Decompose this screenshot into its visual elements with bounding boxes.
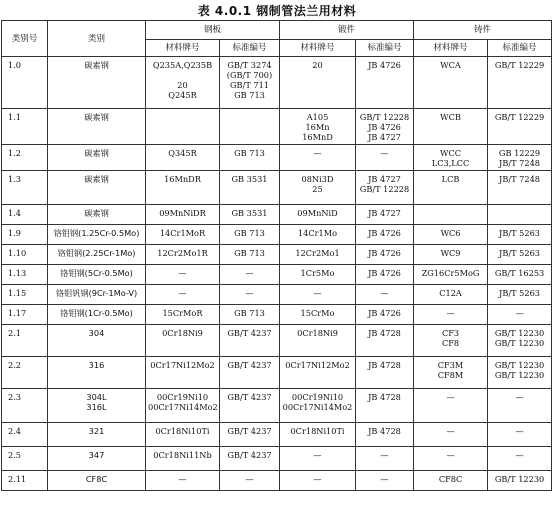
plate-grade-cell-line: 14Cr1MoR: [159, 228, 206, 238]
forge-std-cell: [356, 389, 414, 423]
class-name-cell: 304: [48, 325, 146, 357]
forge-grade-cell: [280, 305, 356, 325]
class-name-cell: 304L 316L: [48, 389, 146, 423]
forge-std-cell-line: JB 4728: [368, 328, 401, 338]
forge-grade-cell: [280, 471, 356, 491]
table-row: [2, 265, 552, 285]
forge-std-cell-line: JB 4727: [368, 174, 401, 184]
class-name-cell: 316: [48, 357, 146, 389]
plate-std-cell-line: GB/T 4237: [227, 426, 272, 436]
class-no-cell: 1.0: [2, 57, 48, 109]
plate-grade-cell: [146, 205, 220, 225]
table-row: [2, 471, 552, 491]
cast-grade-cell: [414, 447, 488, 471]
forge-grade-cell: [280, 285, 356, 305]
forge-std-cell: [356, 205, 414, 225]
class-name-cell: 碳素钢: [48, 205, 146, 225]
materials-table: [1, 20, 552, 491]
class-name-cell: CF8C: [48, 471, 146, 491]
forge-grade-cell-line: 00Cr17Ni14Mo2: [282, 402, 353, 412]
plate-std-cell: [220, 389, 280, 423]
class-no-cell: 1.13: [2, 265, 48, 285]
plate-grade-cell: [146, 225, 220, 245]
cast-grade-cell: [414, 285, 488, 305]
cast-std-cell-line: GB/T 12230: [494, 360, 545, 370]
plate-grade-cell: [146, 325, 220, 357]
class-name-cell: 347: [48, 447, 146, 471]
plate-std-cell-line: GB/T 3274: [227, 60, 272, 70]
forge-grade-cell-line: 09MnNiD: [297, 208, 338, 218]
plate-grade-cell: [146, 265, 220, 285]
plate-grade-cell: [146, 357, 220, 389]
plate-grade-cell: [146, 305, 220, 325]
forge-grade-cell-line: 15CrMo: [300, 308, 335, 318]
table-row: [2, 205, 552, 225]
class-name-cell: 铬钼钢(1Cr-0.5Mo): [48, 305, 146, 325]
forge-std-cell-line: JB 4727: [368, 132, 401, 142]
class-no-cell: 1.3: [2, 171, 48, 205]
cast-std-cell: [488, 109, 552, 145]
forge-std-cell: [356, 305, 414, 325]
cast-grade-cell-line: WCC: [440, 148, 461, 158]
class-name-cell: 碳素钢: [48, 145, 146, 171]
header-plate-grade: 材料牌号: [146, 40, 220, 57]
cast-std-cell-line: GB/T 12230: [494, 474, 545, 484]
cast-grade-cell: [414, 471, 488, 491]
plate-std-cell-line: —: [245, 288, 254, 298]
cast-std-cell: [488, 447, 552, 471]
forge-grade-cell: [280, 205, 356, 225]
plate-grade-cell: [146, 471, 220, 491]
forge-std-cell-line: JB 4726: [368, 268, 401, 278]
table-row: [2, 285, 552, 305]
header-forge-std: 标准编号: [356, 40, 414, 57]
class-no-cell: 2.4: [2, 423, 48, 447]
plate-grade-cell-line: [148, 70, 217, 80]
class-no-cell: 1.2: [2, 145, 48, 171]
forge-grade-cell: [280, 109, 356, 145]
forge-std-cell: [356, 265, 414, 285]
table-row: [2, 305, 552, 325]
cast-grade-cell-line: —: [446, 426, 455, 436]
forge-grade-cell: [280, 325, 356, 357]
class-no-cell: 2.2: [2, 357, 48, 389]
cast-grade-cell: [414, 305, 488, 325]
cast-std-cell-line: GB/T 12229: [494, 60, 545, 70]
cast-std-cell: [488, 389, 552, 423]
table-row: [2, 145, 552, 171]
class-name-cell: 铬钼钒钢(9Cr-1Mo-V): [48, 285, 146, 305]
cast-grade-cell-line: —: [446, 450, 455, 460]
plate-grade-cell-line: 09MnNiDR: [159, 208, 206, 218]
plate-grade-cell-line: 20: [177, 80, 188, 90]
plate-grade-cell-line: 00Cr19Ni10: [156, 392, 209, 402]
forge-grade-cell-line: 00Cr19Ni10: [291, 392, 344, 402]
cast-grade-cell: [414, 225, 488, 245]
class-no-cell: 2.5: [2, 447, 48, 471]
cast-grade-cell-line: WC9: [440, 248, 461, 258]
forge-grade-cell-line: 16Mn: [305, 122, 330, 132]
forge-grade-cell-line: 0Cr18Ni9: [297, 328, 338, 338]
forge-grade-cell: [280, 265, 356, 285]
forge-grade-cell: [280, 171, 356, 205]
cast-grade-cell-line: CF3: [441, 328, 460, 338]
plate-std-cell: [220, 245, 280, 265]
plate-std-cell: [220, 109, 280, 145]
cast-std-cell-line: JB/T 7248: [499, 158, 541, 168]
plate-grade-cell: [146, 171, 220, 205]
cast-grade-cell: [414, 205, 488, 225]
cast-std-cell-line: —: [515, 392, 524, 402]
class-no-cell: 1.17: [2, 305, 48, 325]
plate-std-cell-line: GB 3531: [231, 208, 268, 218]
forge-std-cell: [356, 57, 414, 109]
forge-grade-cell-line: 25: [312, 184, 323, 194]
cast-std-cell: [488, 325, 552, 357]
plate-std-cell: [220, 205, 280, 225]
forge-grade-cell-line: 20: [312, 60, 323, 70]
plate-std-cell-line: GB 713: [234, 308, 265, 318]
forge-std-cell: [356, 471, 414, 491]
plate-std-cell-line: GB/T 711: [230, 80, 270, 90]
plate-std-cell-line: GB 713: [234, 148, 265, 158]
header-casting: 铸件: [414, 21, 552, 40]
table-row: [2, 245, 552, 265]
table-row: [2, 389, 552, 423]
cast-std-cell-line: —: [515, 308, 524, 318]
cast-std-cell-line: GB/T 12230: [494, 328, 545, 338]
cast-grade-cell-line: —: [446, 308, 455, 318]
plate-std-cell: [220, 225, 280, 245]
forge-std-cell: [356, 423, 414, 447]
forge-std-cell-line: JB 4728: [368, 426, 401, 436]
header-plate-std: 标准编号: [220, 40, 280, 57]
cast-grade-cell: [414, 245, 488, 265]
table-row: [2, 171, 552, 205]
forge-grade-cell-line: 0Cr18Ni10Ti: [290, 426, 345, 436]
plate-std-cell: [220, 423, 280, 447]
class-name-cell: 碳素钢: [48, 57, 146, 109]
cast-grade-cell-line: C12A: [439, 288, 462, 298]
cast-std-cell-line: JB/T 5263: [499, 288, 541, 298]
forge-grade-cell: [280, 245, 356, 265]
forge-grade-cell: [280, 145, 356, 171]
plate-grade-cell-line: Q235A,Q235B: [152, 60, 213, 70]
forge-grade-cell-line: 08Ni3D: [301, 174, 334, 184]
cast-grade-cell-line: LC3,LCC: [431, 158, 470, 168]
plate-grade-cell-line: Q245R: [168, 90, 197, 100]
plate-std-cell-line: GB/T 4237: [227, 392, 272, 402]
plate-std-cell-line: GB/T 4237: [227, 360, 272, 370]
table-row: [2, 447, 552, 471]
cast-std-cell-line: GB/T 12229: [494, 112, 545, 122]
class-no-cell: 2.3: [2, 389, 48, 423]
cast-grade-cell: [414, 325, 488, 357]
forge-std-cell-line: JB 4726: [368, 60, 401, 70]
forge-grade-cell: [280, 389, 356, 423]
header-plate: 钢板: [146, 21, 280, 40]
plate-grade-cell-line: Q345R: [168, 148, 197, 158]
plate-std-cell: [220, 285, 280, 305]
table-row: [2, 423, 552, 447]
forge-grade-cell: [280, 423, 356, 447]
plate-std-cell: [220, 265, 280, 285]
cast-std-cell: [488, 423, 552, 447]
cast-std-cell-line: —: [515, 426, 524, 436]
plate-grade-cell: [146, 447, 220, 471]
plate-grade-cell-line: —: [178, 288, 187, 298]
plate-grade-cell-line: 16MnDR: [164, 174, 201, 184]
header-class-no: 类别号: [2, 21, 48, 57]
table-row: [2, 57, 552, 109]
forge-std-cell-line: JB 4726: [368, 122, 401, 132]
plate-grade-cell-line: 12Cr2Mo1R: [157, 248, 208, 258]
table-body: [2, 57, 552, 491]
class-no-cell: 1.9: [2, 225, 48, 245]
header-cast-grade: 材料牌号: [414, 40, 488, 57]
forge-std-cell: [356, 447, 414, 471]
cast-grade-cell: [414, 265, 488, 285]
cast-std-cell-line: [490, 208, 549, 218]
cast-std-cell: [488, 57, 552, 109]
plate-std-cell-line: —: [245, 474, 254, 484]
header-cast-std: 标准编号: [488, 40, 552, 57]
forge-grade-cell-line: 16MnD: [302, 132, 333, 142]
cast-std-cell-line: GB/T 12230: [494, 338, 545, 348]
cast-std-cell-line: JB/T 7248: [499, 174, 541, 184]
forge-grade-cell-line: 1Cr5Mo: [300, 268, 335, 278]
cast-std-cell: [488, 225, 552, 245]
plate-grade-cell-line: 0Cr18Ni9: [162, 328, 203, 338]
header-forging: 锻件: [280, 21, 414, 40]
forge-grade-cell-line: —: [313, 474, 322, 484]
plate-std-cell: [220, 171, 280, 205]
class-no-cell: 1.4: [2, 205, 48, 225]
cast-std-cell: [488, 145, 552, 171]
plate-grade-cell-line: 00Cr17Ni14Mo2: [148, 402, 218, 412]
forge-grade-cell: [280, 357, 356, 389]
plate-grade-cell: [146, 57, 220, 109]
table-row: [2, 357, 552, 389]
class-no-cell: 1.15: [2, 285, 48, 305]
plate-grade-cell: [146, 245, 220, 265]
plate-grade-cell: [146, 109, 220, 145]
plate-std-cell-line: GB 713: [234, 90, 265, 100]
cast-std-cell: [488, 471, 552, 491]
forge-std-cell-line: JB 4727: [368, 208, 401, 218]
forge-grade-cell-line: —: [313, 450, 322, 460]
plate-grade-cell-line: 0Cr17Ni12Mo2: [150, 360, 215, 370]
plate-std-cell: [220, 145, 280, 171]
plate-std-cell: [220, 57, 280, 109]
class-no-cell: 2.11: [2, 471, 48, 491]
cast-grade-cell-line: WC6: [440, 228, 461, 238]
forge-std-cell-line: JB 4726: [368, 228, 401, 238]
forge-std-cell: [356, 285, 414, 305]
forge-std-cell: [356, 325, 414, 357]
forge-grade-cell: [280, 447, 356, 471]
plate-std-cell: [220, 357, 280, 389]
cast-std-cell-line: GB/T 12230: [494, 370, 545, 380]
cast-grade-cell: [414, 389, 488, 423]
cast-grade-cell: [414, 423, 488, 447]
cast-grade-cell-line: CF3M: [437, 360, 464, 370]
header-forge-grade: 材料牌号: [280, 40, 356, 57]
class-name-cell: 铬钼钢(1.25Cr-0.5Mo): [48, 225, 146, 245]
plate-grade-cell: [146, 285, 220, 305]
plate-grade-cell: [146, 423, 220, 447]
cast-grade-cell-line: CF8C: [438, 474, 463, 484]
forge-std-cell-line: —: [380, 148, 389, 158]
forge-std-cell: [356, 357, 414, 389]
plate-grade-cell-line: 0Cr18Ni11Nb: [153, 450, 212, 460]
cast-std-cell: [488, 357, 552, 389]
forge-std-cell-line: —: [380, 450, 389, 460]
class-name-cell: 321: [48, 423, 146, 447]
cast-grade-cell-line: WCB: [440, 112, 461, 122]
forge-std-cell-line: GB/T 12228: [359, 184, 410, 194]
class-no-cell: 1.10: [2, 245, 48, 265]
forge-grade-cell-line: 12Cr2Mo1: [295, 248, 340, 258]
plate-grade-cell-line: —: [178, 268, 187, 278]
forge-grade-cell-line: 14Cr1Mo: [297, 228, 338, 238]
plate-grade-cell-line: 0Cr18Ni10Ti: [155, 426, 210, 436]
class-name-cell: 碳素钢: [48, 171, 146, 205]
forge-std-cell-line: JB 4726: [368, 248, 401, 258]
cast-grade-cell: [414, 357, 488, 389]
plate-grade-cell: [146, 145, 220, 171]
forge-grade-cell: [280, 57, 356, 109]
forge-std-cell-line: —: [380, 288, 389, 298]
forge-std-cell-line: —: [380, 474, 389, 484]
plate-std-cell-line: GB 713: [234, 228, 265, 238]
table-row: [2, 325, 552, 357]
cast-grade-cell-line: —: [446, 392, 455, 402]
forge-std-cell-line: JB 4728: [368, 360, 401, 370]
header-class: 类别: [48, 21, 146, 57]
forge-std-cell-line: JB 4728: [368, 392, 401, 402]
forge-grade-cell: [280, 225, 356, 245]
plate-std-cell-line: GB 713: [234, 248, 265, 258]
plate-grade-cell-line: [148, 112, 217, 122]
class-no-cell: 2.1: [2, 325, 48, 357]
cast-std-cell: [488, 265, 552, 285]
forge-grade-cell-line: 0Cr17Ni12Mo2: [285, 360, 350, 370]
class-no-cell: 1.1: [2, 109, 48, 145]
cast-std-cell: [488, 205, 552, 225]
table-row: [2, 109, 552, 145]
cast-std-cell: [488, 245, 552, 265]
plate-std-cell: [220, 325, 280, 357]
cast-grade-cell: [414, 57, 488, 109]
plate-std-cell-line: GB 3531: [231, 174, 268, 184]
class-name-cell: 碳素钢: [48, 109, 146, 145]
forge-grade-cell-line: —: [313, 288, 322, 298]
cast-std-cell-line: —: [515, 450, 524, 460]
plate-std-cell-line: GB/T 4237: [227, 328, 272, 338]
forge-std-cell: [356, 225, 414, 245]
cast-std-cell-line: GB/T 16253: [494, 268, 545, 278]
plate-grade-cell: [146, 389, 220, 423]
cast-std-cell-line: GB 12229: [498, 148, 541, 158]
plate-std-cell: [220, 447, 280, 471]
plate-std-cell: [220, 305, 280, 325]
cast-grade-cell: [414, 109, 488, 145]
class-name-cell: 铬钼钢(5Cr-0.5Mo): [48, 265, 146, 285]
forge-std-cell: [356, 145, 414, 171]
plate-std-cell: [220, 471, 280, 491]
cast-std-cell: [488, 285, 552, 305]
plate-std-cell-line: —: [245, 268, 254, 278]
table-row: [2, 225, 552, 245]
class-name-cell: 铬钼钢(2.25Cr-1Mo): [48, 245, 146, 265]
cast-grade-cell-line: [416, 208, 485, 218]
cast-std-cell-line: JB/T 5263: [499, 228, 541, 238]
plate-std-cell-line: GB/T 4237: [227, 450, 272, 460]
cast-grade-cell-line: LCB: [441, 174, 460, 184]
cast-grade-cell: [414, 171, 488, 205]
plate-std-cell-line: (GB/T 700): [226, 70, 273, 80]
forge-grade-cell-line: A105: [306, 112, 329, 122]
cast-std-cell: [488, 305, 552, 325]
plate-grade-cell-line: 15CrMoR: [162, 308, 203, 318]
forge-std-cell: [356, 171, 414, 205]
cast-std-cell: [488, 171, 552, 205]
cast-grade-cell-line: ZG16Cr5MoG: [421, 268, 480, 278]
forge-std-cell-line: GB/T 12228: [359, 112, 410, 122]
header-row-1: [2, 21, 552, 40]
forge-std-cell-line: JB 4726: [368, 308, 401, 318]
plate-grade-cell-line: —: [178, 474, 187, 484]
cast-std-cell-line: JB/T 5263: [499, 248, 541, 258]
cast-grade-cell-line: CF8: [441, 338, 460, 348]
cast-grade-cell: [414, 145, 488, 171]
cast-grade-cell-line: CF8M: [437, 370, 464, 380]
forge-std-cell: [356, 245, 414, 265]
forge-std-cell: [356, 109, 414, 145]
plate-std-cell-line: [222, 112, 277, 122]
table-title: 表 4.0.1 钢制管法兰用材料: [197, 4, 357, 18]
forge-grade-cell-line: —: [313, 148, 322, 158]
cast-grade-cell-line: WCA: [440, 60, 461, 70]
